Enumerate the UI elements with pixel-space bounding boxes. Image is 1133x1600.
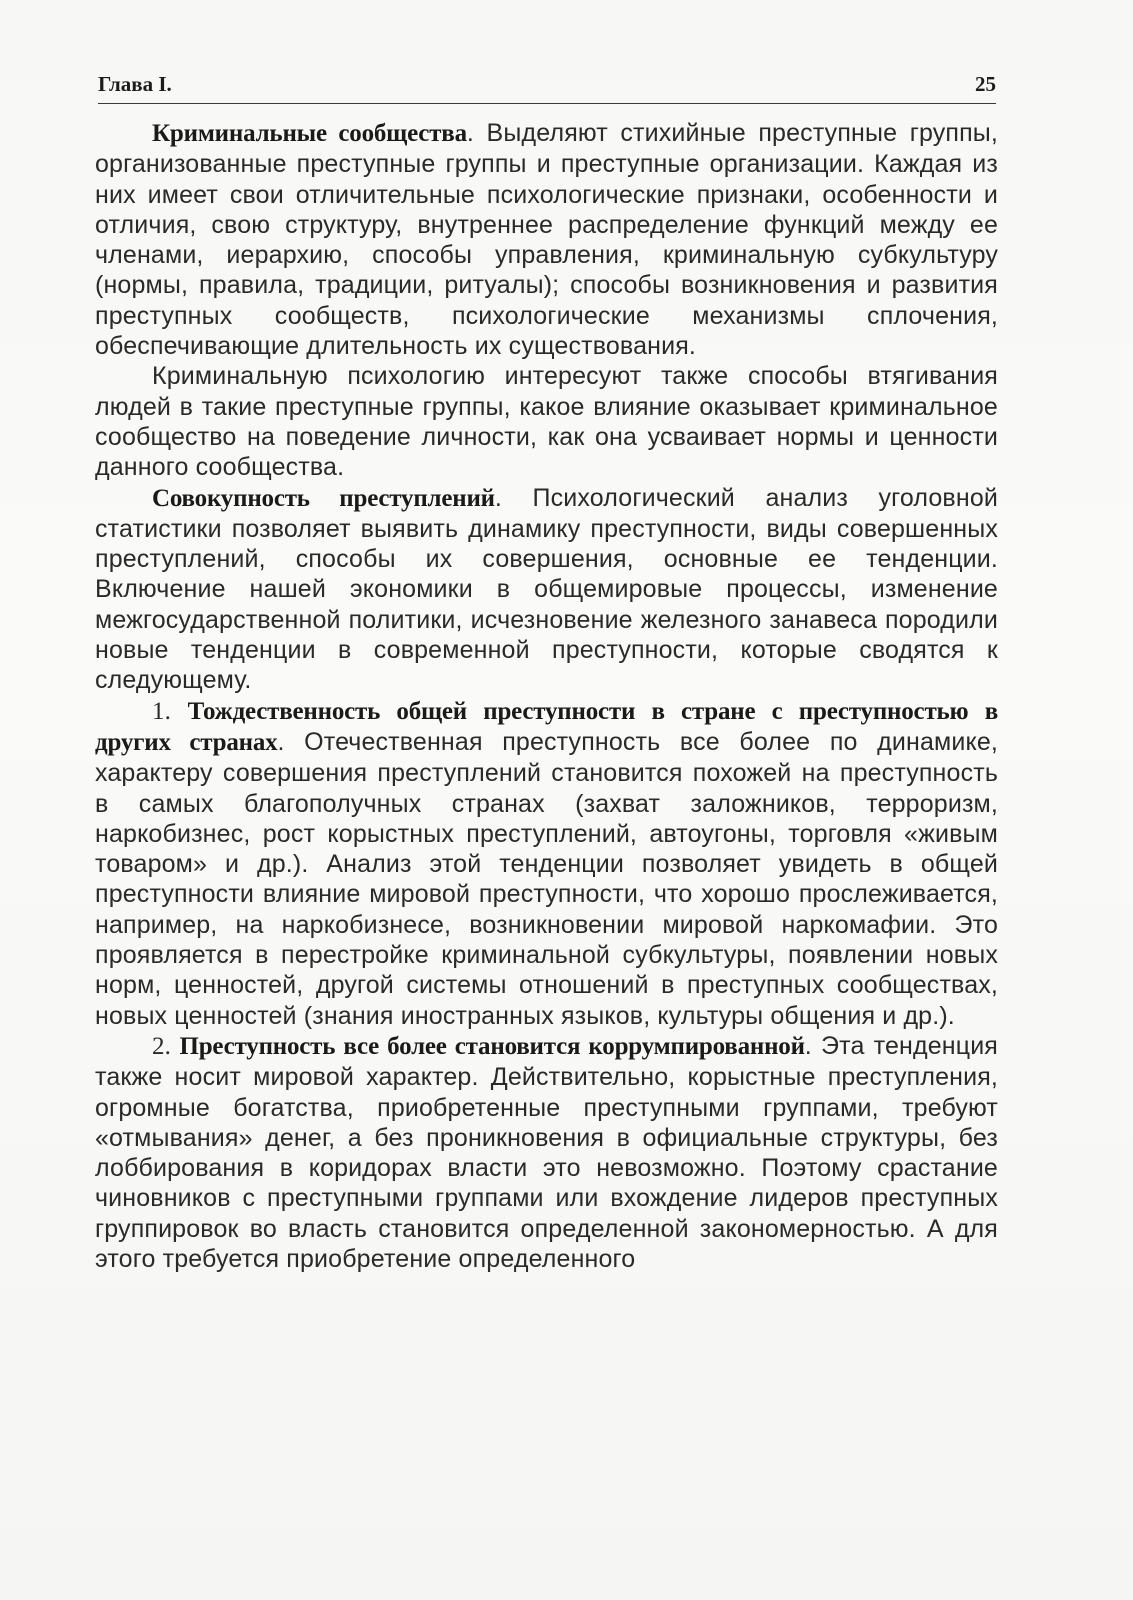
paragraph-text: Отечественная преступность все более по динамике, характеру совершения преступлений становится похожей на преступность в самых благополучных странах (захват заложников, терроризм, наркобизнес, рост корыстных преступлений, автоугоны, торговля «живым товаром» и др.). Анализ этой тенденции позволяет увидеть в общей преступности влияние мировой преступности, что хорошо прослеживается, например, на наркобизнесе, возникновении мировой наркомафии. Это проявляется в перестройке криминальной субкультуры, появлении новых норм, ценностей, другой системы отношений в преступных сообществах, новых ценностей (знания иностранных языков, культуры общения и др.).: [95, 727, 998, 1030]
chapter-title: Глава I.: [98, 72, 172, 96]
paragraph-text: Эта тенденция также носит мировой характер. Действительно, корыстные преступления, огромные богатства, приобретенные преступными группами, требуют «отмывания» денег, а без проникновения в официальные структуры, без лоббирования в коридорах власти это невозможно. Поэтому срастание чиновников с преступными группами или вхождение лидеров преступных группировок во власть становится определенной закономерностью. А для этого требуется приобретение определенного: [95, 1031, 998, 1273]
paragraph-lead-punct: .: [466, 119, 474, 147]
body-text: [95, 118, 998, 1274]
paragraph-lead-punct: .: [494, 483, 502, 512]
paragraph-lead-punct: .: [277, 727, 285, 756]
page-number: 25: [975, 72, 996, 96]
header-rule: [98, 103, 996, 104]
paragraph-criminal-communities: [95, 118, 998, 361]
running-head: [98, 70, 996, 100]
paragraph-involvement: [95, 361, 998, 482]
list-item-1: [95, 696, 998, 1031]
paragraph-text: Психологический анализ уголовной статистики позволяет выявить динамику преступности, виды совершенных преступлений, способы их совершения, основные ее тенденции. Включение нашей экономики в общемировые процессы, изменение межгосударственной политики, исчезновение железного занавеса породили новые тенденции в современной преступности, которые сводятся к следующему.: [95, 483, 998, 695]
paragraph-lead: Преступность все более становится коррумпированной: [179, 1032, 805, 1060]
paragraph-lead: Совокупность преступлений: [152, 484, 495, 512]
list-item-2: [95, 1031, 998, 1274]
paragraph-lead: Тождественность общей преступности в стране с преступностью в других странах: [95, 697, 998, 756]
paragraph-text: Криминальную психологию интересуют также способы втягивания людей в такие преступные группы, какое влияние оказывает криминальное сообщество на поведение личности, как она усваивает нормы и ценности данного сообщества.: [95, 362, 998, 482]
paragraph-lead-punct: .: [804, 1031, 812, 1060]
list-item-number: 2.: [152, 1032, 180, 1060]
paragraph-text: Выделяют стихийные преступные группы, организованные преступные группы и преступные организации. Каждая из них имеет свои отличительные психологические признаки, особенности и отличия, свою структуру, внутреннее распределение функций между ее членами, иерархию, способы управления, криминальную субкультуру (нормы, правила, традиции, ритуалы); способы возникновения и развития преступных сообществ, психологические механизмы сплочения, обеспечивающие длительность их существования.: [95, 119, 998, 361]
list-item-number: 1.: [152, 697, 188, 725]
paragraph-lead: Криминальные сообщества: [152, 120, 467, 147]
paragraph-crime-totality: [95, 483, 998, 696]
